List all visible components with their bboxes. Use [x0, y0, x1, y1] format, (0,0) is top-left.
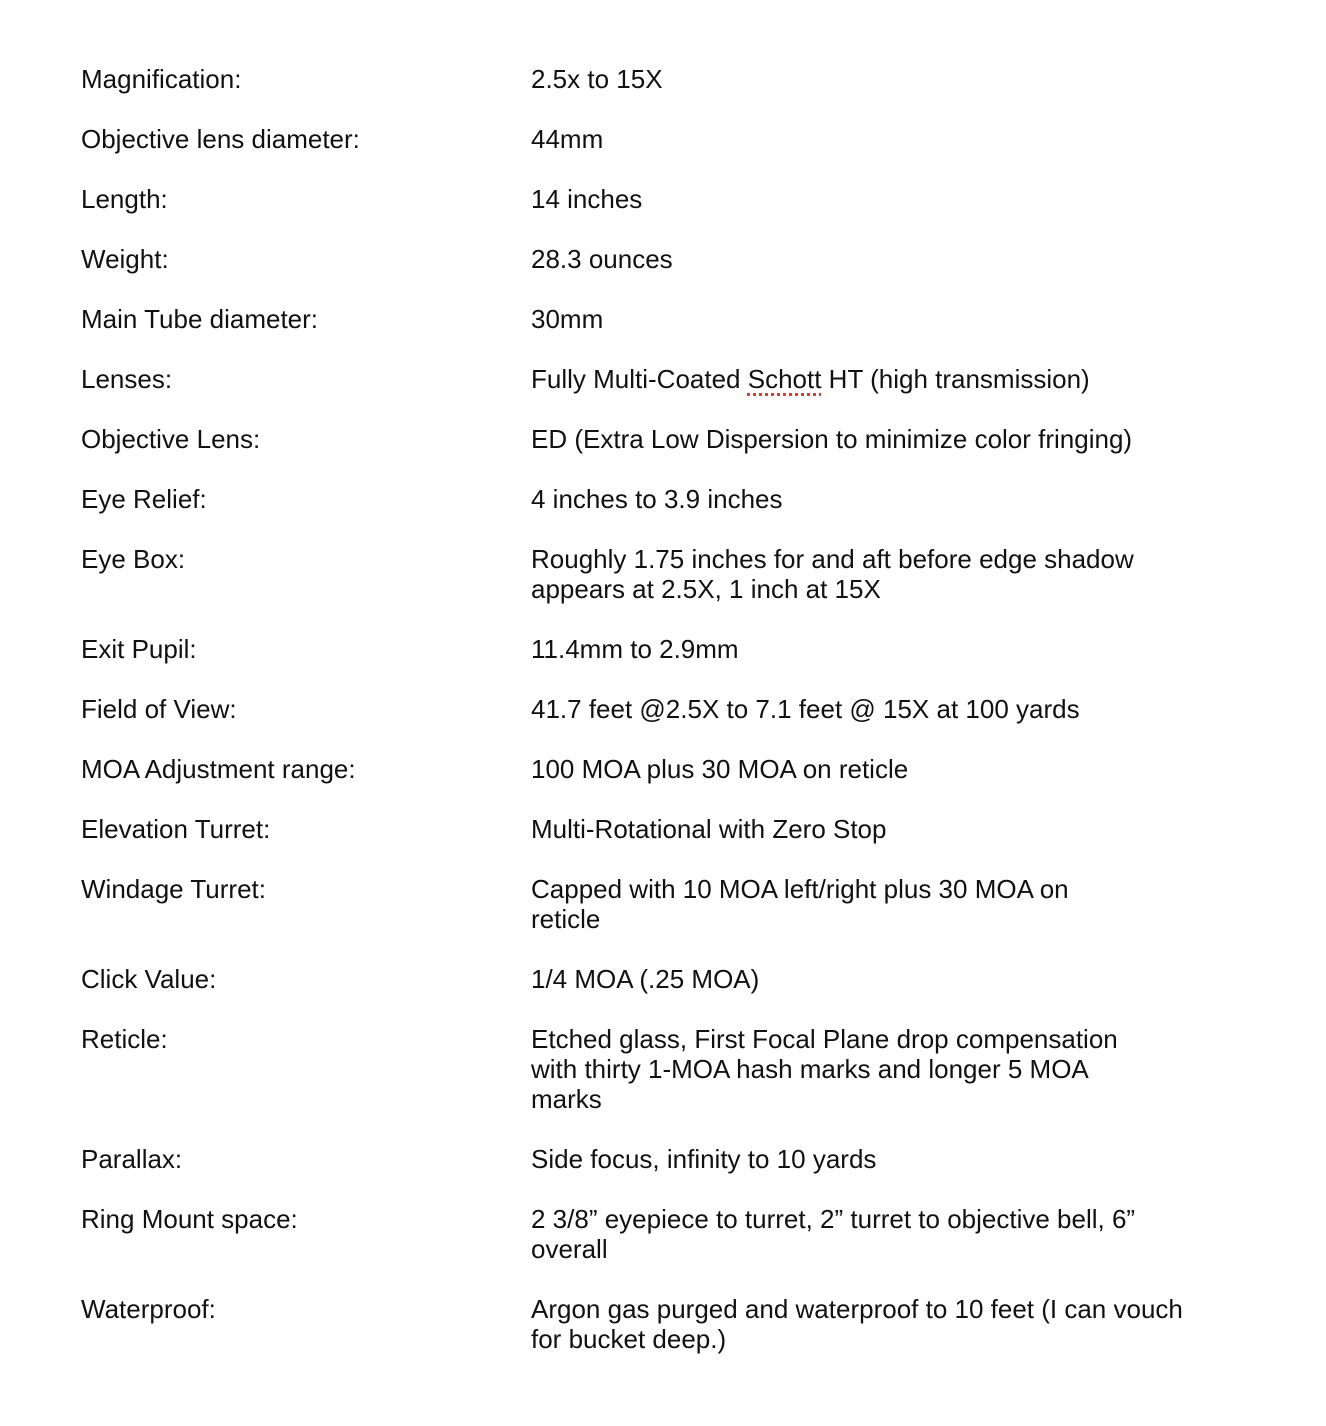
spec-value-line: Multi-Rotational with Zero Stop: [531, 814, 887, 844]
spec-row-waterproof: [81, 1294, 1281, 1354]
spec-label: Main Tube diameter:: [81, 304, 319, 334]
spec-row-elevation-turret: [81, 814, 1281, 844]
spellcheck-flagged-word[interactable]: Schott: [747, 364, 822, 394]
spec-value: [531, 964, 759, 994]
spec-label: Elevation Turret:: [81, 814, 271, 844]
spec-label: Exit Pupil:: [81, 634, 197, 664]
spec-value: [531, 484, 783, 514]
spec-value: [531, 64, 663, 94]
spec-label: Click Value:: [81, 964, 217, 994]
spec-value-line: 1/4 MOA (.25 MOA): [531, 964, 760, 994]
spec-value: [531, 694, 1080, 724]
spec-value-line: 41.7 feet @2.5X to 7.1 feet @ 15X at 100 yards: [531, 694, 1080, 724]
spec-value: [531, 634, 739, 664]
spec-value-line: with thirty 1-MOA hash marks and longer 5 MOA: [531, 1054, 1089, 1084]
value-text-before: Fully Multi-Coated: [531, 364, 748, 394]
spec-value-line: Side focus, infinity to 10 yards: [531, 1144, 877, 1174]
spec-label: Objective lens diameter:: [81, 124, 360, 154]
spec-value-line: 44mm: [531, 124, 604, 154]
value-text-after: HT (high transmission): [821, 364, 1090, 394]
spec-value: [531, 1294, 1183, 1354]
spec-value-line: 30mm: [531, 304, 604, 334]
spec-value: [531, 544, 1134, 604]
spec-value-line: Capped with 10 MOA left/right plus 30 MOA on: [531, 874, 1069, 904]
spec-label: Objective Lens:: [81, 424, 261, 454]
spec-row-length: [81, 184, 1281, 214]
spec-value-line: [531, 364, 1090, 394]
spec-value-line: Roughly 1.75 inches for and aft before edge shadow: [531, 544, 1134, 574]
spec-row-eye-box: [81, 544, 1281, 604]
spec-value-line: Etched glass, First Focal Plane drop compensation: [531, 1024, 1118, 1054]
spec-value: [531, 754, 908, 784]
spec-value: [531, 364, 1090, 394]
spec-value-line: overall: [531, 1234, 608, 1264]
spec-label: Parallax:: [81, 1144, 183, 1174]
spec-label: MOA Adjustment range:: [81, 754, 356, 784]
spec-row-lenses: [81, 364, 1281, 394]
spec-label: Magnification:: [81, 64, 242, 94]
spec-row-main-tube: [81, 304, 1281, 334]
spec-label: Eye Box:: [81, 544, 186, 574]
spec-value: [531, 814, 886, 844]
spec-row-weight: [81, 244, 1281, 274]
spec-row-parallax: [81, 1144, 1281, 1174]
spec-row-magnification: [81, 64, 1281, 94]
spec-label: Ring Mount space:: [81, 1204, 298, 1234]
spec-value-line: 4 inches to 3.9 inches: [531, 484, 783, 514]
spec-label: Eye Relief:: [81, 484, 207, 514]
spec-value-line: Argon gas purged and waterproof to 10 feet (I can vouch: [531, 1294, 1183, 1324]
spec-row-field-of-view: [81, 694, 1281, 724]
spec-value-line: 11.4mm to 2.9mm: [531, 634, 739, 664]
spec-table: [81, 64, 1281, 1384]
spec-row-exit-pupil: [81, 634, 1281, 664]
spec-value: [531, 1144, 876, 1174]
spec-row-objective-lens: [81, 424, 1281, 454]
spec-row-objective-diameter: [81, 124, 1281, 154]
spec-value: [531, 1204, 1135, 1264]
spec-value: [531, 244, 673, 274]
spec-label: Windage Turret:: [81, 874, 266, 904]
spec-value-line: appears at 2.5X, 1 inch at 15X: [531, 574, 881, 604]
spec-row-eye-relief: [81, 484, 1281, 514]
spec-label: Reticle:: [81, 1024, 168, 1054]
spec-label: Waterproof:: [81, 1294, 216, 1324]
spec-value-line: ED (Extra Low Dispersion to minimize color fringing): [531, 424, 1133, 454]
spec-value: [531, 874, 1069, 934]
spec-value: [531, 424, 1132, 454]
spec-value-line: 2 3/8” eyepiece to turret, 2” turret to objective bell, 6”: [531, 1204, 1136, 1234]
spec-value: [531, 184, 642, 214]
spec-label: Weight:: [81, 244, 169, 274]
spec-row-windage-turret: [81, 874, 1281, 934]
spec-label: Lenses:: [81, 364, 173, 394]
spec-value-line: reticle: [531, 904, 601, 934]
spec-value-line: for bucket deep.): [531, 1324, 727, 1354]
spec-value: [531, 1024, 1118, 1114]
spec-value: [531, 124, 603, 154]
spec-value: [531, 304, 603, 334]
spec-value-line: 14 inches: [531, 184, 643, 214]
spec-value-line: 28.3 ounces: [531, 244, 673, 274]
spec-row-click-value: [81, 964, 1281, 994]
spec-row-ring-mount: [81, 1204, 1281, 1264]
spec-row-moa-adjustment: [81, 754, 1281, 784]
spec-label: Length:: [81, 184, 168, 214]
spec-value-line: 2.5x to 15X: [531, 64, 663, 94]
spec-value-line: marks: [531, 1084, 602, 1114]
spec-row-reticle: [81, 1024, 1281, 1114]
spec-value-line: 100 MOA plus 30 MOA on reticle: [531, 754, 909, 784]
spec-label: Field of View:: [81, 694, 237, 724]
